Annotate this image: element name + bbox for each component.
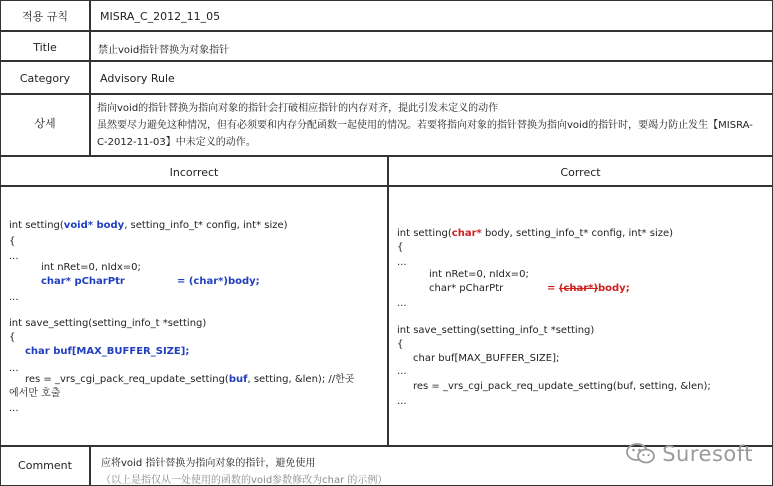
- highlight-buf-arg: buf: [228, 374, 248, 385]
- code-line: int nRet=0, nIdx=0;: [429, 269, 529, 280]
- wechat-icon: [626, 442, 656, 466]
- code-line: {: [9, 236, 16, 247]
- highlight-pointer-decl: char* pCharPtr: [41, 276, 125, 287]
- suresoft-watermark: [626, 442, 753, 466]
- incorrect-code-block: [0, 186, 388, 446]
- code-line: char* pCharPtr: [429, 283, 504, 294]
- code-line: {: [9, 332, 16, 343]
- comment-label-cell: [0, 446, 90, 486]
- code-line: res = _vrs_cgi_pack_req_update_setting(buf, setting, &len); //한곳: [25, 374, 355, 385]
- code-line: int save_setting(setting_info_t *setting): [397, 325, 595, 336]
- code-line: int setting(char* body, setting_info_t* config, int* size): [397, 228, 674, 239]
- code-line: {: [397, 242, 404, 253]
- code-line: char buf[MAX_BUFFER_SIZE];: [413, 353, 560, 364]
- category-value: Advisory Rule: [100, 72, 175, 85]
- code-line: ...: [397, 396, 407, 407]
- code-line: int nRet=0, nIdx=0;: [41, 262, 141, 273]
- removed-cast: (char*): [558, 283, 598, 294]
- code-line: ...: [397, 298, 407, 309]
- code-line: int save_setting(setting_info_t *setting): [9, 318, 207, 329]
- code-line: ...: [9, 363, 19, 374]
- highlight-void-param: void* body: [63, 220, 125, 231]
- code-line: res = _vrs_cgi_pack_req_update_setting(buf, setting, &len);: [413, 381, 711, 392]
- incorrect-header: Incorrect: [0, 156, 388, 186]
- category-label-cell: [0, 61, 90, 94]
- code-line: {: [397, 339, 404, 350]
- highlight-buffer-decl: char buf[MAX_BUFFER_SIZE];: [25, 346, 190, 357]
- comment-label: Comment: [18, 459, 72, 472]
- category-value-cell: [90, 61, 773, 94]
- code-line: 에서만 호출: [9, 388, 61, 399]
- comment-line-1: 应将void 指针替换为指向对象的指针，避免使用: [101, 458, 316, 469]
- code-line: = (char*)body;: [547, 283, 630, 294]
- correct-code-block: [388, 186, 773, 446]
- description-line-1: 指向void的指针替换为指向对象的指针会打破相应指针的内存对齐，提此引发未定义的动作: [97, 103, 499, 114]
- code-line: ...: [9, 292, 19, 303]
- category-label: Category: [19, 72, 71, 85]
- description-value-cell: [90, 94, 773, 156]
- description-label-cell: [0, 94, 90, 156]
- watermark-brand: Suresoft: [662, 442, 753, 466]
- title-value-cell: [90, 31, 773, 61]
- correct-header: Correct: [388, 156, 773, 186]
- highlight-cast: = (char*)body;: [177, 276, 260, 287]
- title-label-cell: [0, 31, 90, 61]
- rule-value-cell: [90, 0, 773, 31]
- code-line: ...: [397, 257, 407, 268]
- rule-label-cell: [0, 0, 90, 31]
- code-line: ...: [397, 366, 407, 377]
- description-label: 상세: [34, 117, 56, 130]
- description-line-2: 虽然要尽力避免这种情况，但有必须要和内存分配函数一起使用的情况。若要将指向对象的指针替换为指向void的指针时，要竭力防止发生【MISRA-: [97, 120, 753, 131]
- comment-line-2: （以上是指仅从一处使用的函数的void参数修改为char 的示例）: [101, 475, 388, 486]
- highlight-char-param: char*: [451, 228, 482, 239]
- title-label: Title: [33, 41, 57, 54]
- title-value: 禁止void指针替换为对象指针: [98, 45, 230, 56]
- code-line: ...: [9, 403, 19, 414]
- code-line: ...: [9, 251, 19, 262]
- code-line: int setting(void* body, setting_info_t* config, int* size): [9, 220, 288, 231]
- rule-value: MISRA_C_2012_11_05: [100, 10, 221, 23]
- rule-label: 적용 규칙: [21, 10, 68, 23]
- description-line-3: C-2012-11-03】中未定义的动作。: [97, 137, 256, 148]
